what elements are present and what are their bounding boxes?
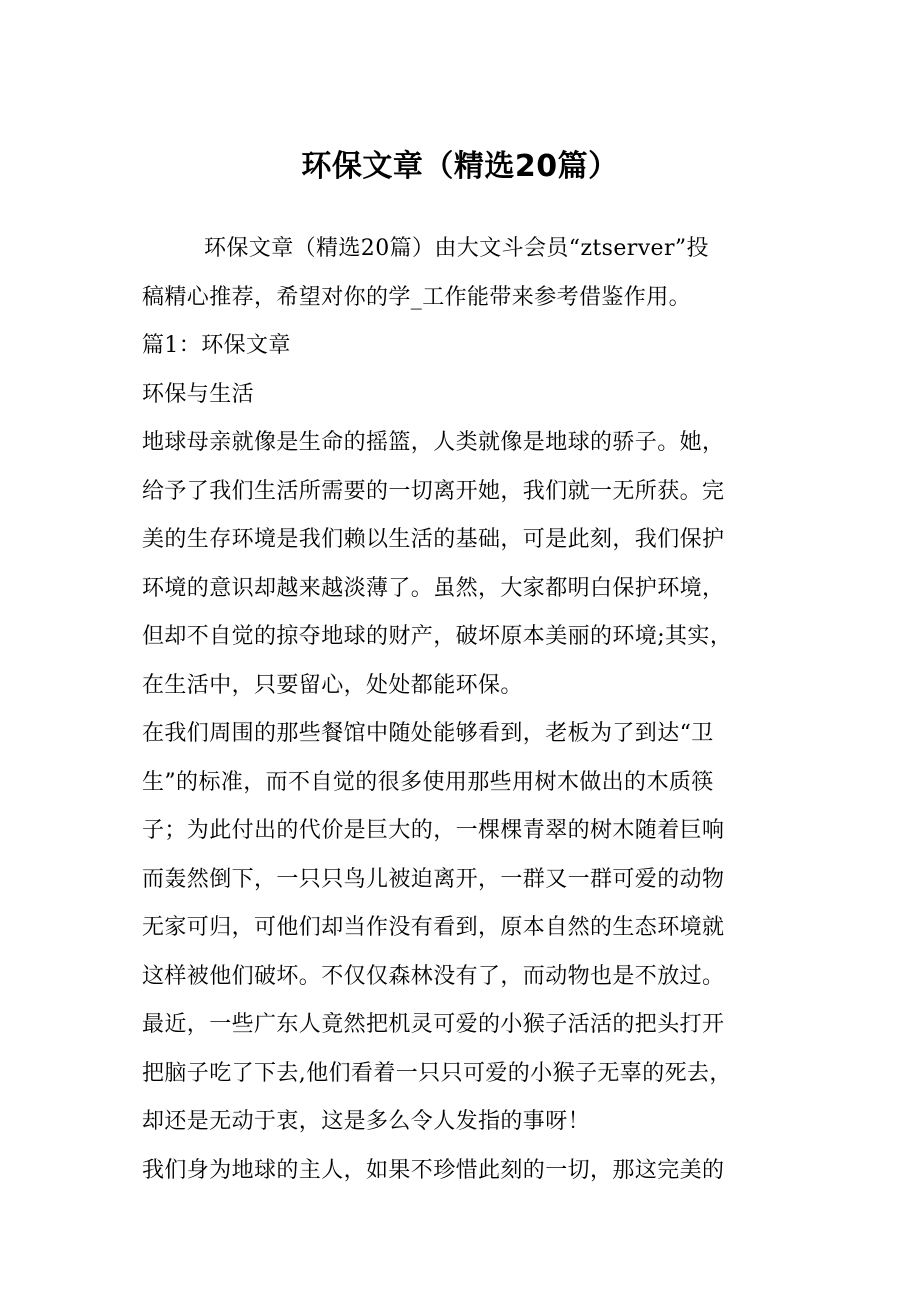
document-title: 环保文章（精选20篇） [301,149,619,184]
section-heading: 篇1：环保文章 [142,333,291,358]
paragraph-line: 而轰然倒下，一只只鸟儿被迫离开，一群又一群可爱的动物 [142,866,725,892]
paragraph-line: 这样被他们破坏。不仅仅森林没有了，而动物也是不放过。 [142,963,725,989]
paragraph-line: 但却不自觉的掠夺地球的财产，破坏原本美丽的环境;其实， [142,624,733,649]
paragraph-line: 最近，一些广东人竟然把机灵可爱的小猴子活活的把头打开 [142,1012,725,1037]
article-subtitle: 环保与生活 [142,381,255,407]
paragraph-line: 生”的标准，而不自觉的很多使用那些用树木做出的木质筷 [142,769,714,795]
paragraph-line: 却还是无动于衷，这是多么令人发指的事呀！ [142,1109,591,1134]
paragraph-line: 给予了我们生活所需要的一切离开她，我们就一无所获。完 [142,478,725,504]
paragraph-line: 地球母亲就像是生命的摇篮，人类就像是地球的骄子。她， [142,430,725,455]
paragraph-line: 在我们周围的那些餐馆中随处能够看到，老板为了到达“卫 [142,721,714,746]
intro-line-1: 环保文章（精选20篇）由大文斗会员“ztserver”投 [204,236,709,261]
paragraph-line: 把脑子吃了下去,他们看着一只只可爱的小猴子无辜的死去， [142,1060,732,1086]
intro-line-2: 稿精心推荐，希望对你的学_工作能带来参考借鉴作用。 [142,284,692,310]
paragraph-line: 我们身为地球的主人，如果不珍惜此刻的一切，那这完美的 [142,1157,725,1183]
document-body [142,225,802,1195]
paragraph-line: 在生活中，只要留心，处处都能环保。 [142,672,523,698]
paragraph-line: 环境的意识却越来越淡薄了。虽然，大家都明白保护环境， [142,575,725,601]
paragraph-line: 子；为此付出的代价是巨大的，一棵棵青翠的树木随着巨响 [142,818,725,843]
paragraph-line: 美的生存环境是我们赖以生活的基础，可是此刻，我们保护 [142,527,725,552]
paragraph-line: 无家可归，可他们却当作没有看到，原本自然的生态环境就 [142,915,725,940]
